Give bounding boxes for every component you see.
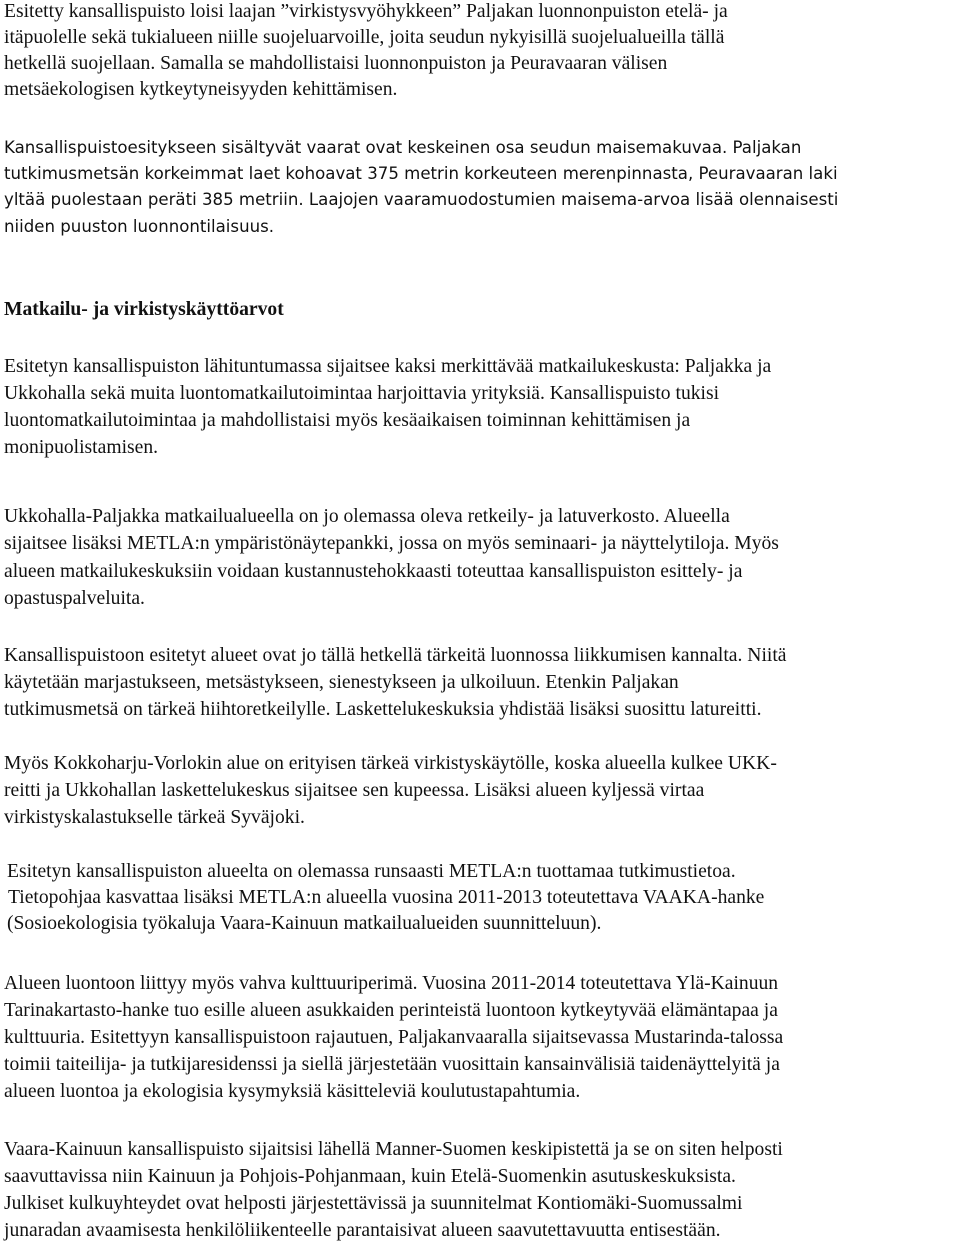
text-line: käytetään marjastukseen, metsästykseen, sienestykseen ja ulkoiluun. Etenkin Paljakan [4, 672, 679, 693]
text-line: Julkiset kulkuyhteydet ovat helposti järjestettävissä ja suunnitelmat Kontiomäki-Suomussalmi [4, 1193, 743, 1214]
text-line: virkistyskalastukselle tärkeä Syväjoki. [4, 807, 305, 828]
text-line: luontomatkailutoimintaa ja mahdollistaisi myös kesäaikaisen toiminnan kehittämisen ja [4, 410, 691, 431]
text-line: Kansallispuistoon esitetyt alueet ovat jo tällä hetkellä tärkeitä luonnossa liikkumisen kannalta. Niitä [4, 645, 787, 666]
text-line: toimii taiteilija- ja tutkijaresidenssi ja siellä järjestetään vuosittain kansainvälisiä taidenäyttelyitä ja [4, 1054, 780, 1075]
text-line: Ukkohalla-Paljakka matkailualueella on jo olemassa oleva retkeily- ja latuverkosto. Alueella [4, 506, 730, 527]
text-line: saavuttavissa niin Kainuun ja Pohjois-Pohjanmaan, kuin Etelä-Suomenkin asutuskeskuksista. [4, 1166, 736, 1187]
text-line: Ukkohalla sekä muita luontomatkailutoimintaa harjoittavia yrityksiä. Kansallispuisto tukisi [4, 383, 720, 404]
text-line: reitti ja Ukkohallan laskettelukeskus sijaitsee sen kupeessa. Lisäksi alueen kyljessä virtaa [4, 780, 705, 801]
text-line: metsäekologisen kytkeytyneisyyden kehittämisen. [4, 79, 398, 100]
section-heading: Matkailu- ja virkistyskäyttöarvot [4, 299, 284, 320]
text-line: tutkimusmetsän korkeimmat laet kohoavat 375 metrin korkeuteen merenpinnasta, Peuravaaran laki [4, 164, 838, 183]
text-line: sijaitsee lisäksi METLA:n ympäristönäytepankki, jossa on myös seminaari- ja näyttelytiloja. Myös [4, 533, 779, 554]
text-line: Esitetty kansallispuisto loisi laajan ”virkistysvyöhykkeen” Paljakan luonnonpuiston etelä- ja [4, 1, 728, 22]
text-line: Tietopohjaa kasvattaa lisäksi METLA:n alueella vuosina 2011-2013 toteutettava VAAKA-hanke [8, 887, 765, 908]
text-line: junaradan avaamisesta henkilöliikenteelle parantaisivat alueen saavutettavuutta entisestään. [4, 1220, 721, 1241]
text-line: monipuolistamisen. [4, 437, 159, 458]
text-line: Vaara-Kainuun kansallispuisto sijaitsisi lähellä Manner-Suomen keskipistettä ja se on siten helposti [4, 1139, 783, 1160]
text-line: opastuspalveluita. [4, 588, 145, 609]
text-line: alueen matkailukeskuksiin voidaan kustannustehokkaasti toteuttaa kansallispuiston esittely- ja [4, 561, 743, 582]
text-line: Tarinakartasto-hanke tuo esille alueen asukkaiden perinteistä luontoon kytkeytyvää elämäntapaa ja [4, 1000, 778, 1021]
text-line: kulttuuria. Esitettyyn kansallispuistoon rajautuen, Paljakanvaaralla sijaitsevassa Mustarinda-talossa [4, 1027, 784, 1048]
text-line: Myös Kokkoharju-Vorlokin alue on erityisen tärkeä virkistyskäytölle, koska alueella kulkee UKK- [4, 753, 777, 774]
text-line: alueen luontoa ja ekologisia kysymyksiä käsitteleviä koulutustapahtumia. [4, 1081, 581, 1102]
text-line: itäpuolelle sekä tukialueen niille suojeluarvoille, joita seudun nykyisillä suojelualueilla tällä [4, 27, 725, 48]
text-line: Alueen luontoon liittyy myös vahva kulttuuriperimä. Vuosina 2011-2014 toteutettava Ylä-Kainuun [4, 973, 779, 994]
text-line: niiden puuston luonnontilaisuus. [4, 217, 275, 236]
text-line: (Sosioekologisia työkaluja Vaara-Kainuun matkailualueiden suunnitteluun). [7, 913, 602, 934]
text-line: tutkimusmetsä on tärkeä hiihtoretkeilylle. Laskettelukeskuksia yhdistää lisäksi suosittu latureitti. [4, 699, 762, 720]
text-line: Esitetyn kansallispuiston alueelta on olemassa runsaasti METLA:n tuottamaa tutkimustietoa. [7, 861, 736, 882]
text-line: Kansallispuistoesitykseen sisältyvät vaarat ovat keskeinen osa seudun maisemakuvaa. Paljakan [4, 138, 802, 157]
text-line: yltää puolestaan peräti 385 metriin. Laajojen vaaramuodostumien maisema-arvoa lisää olennaisesti [4, 190, 839, 209]
text-line: hetkellä suojellaan. Samalla se mahdollistaisi luonnonpuiston ja Peuravaaran välisen [4, 53, 668, 74]
text-line: Esitetyn kansallispuiston lähituntumassa sijaitsee kaksi merkittävää matkailukeskusta: Paljakka ja [4, 356, 772, 377]
